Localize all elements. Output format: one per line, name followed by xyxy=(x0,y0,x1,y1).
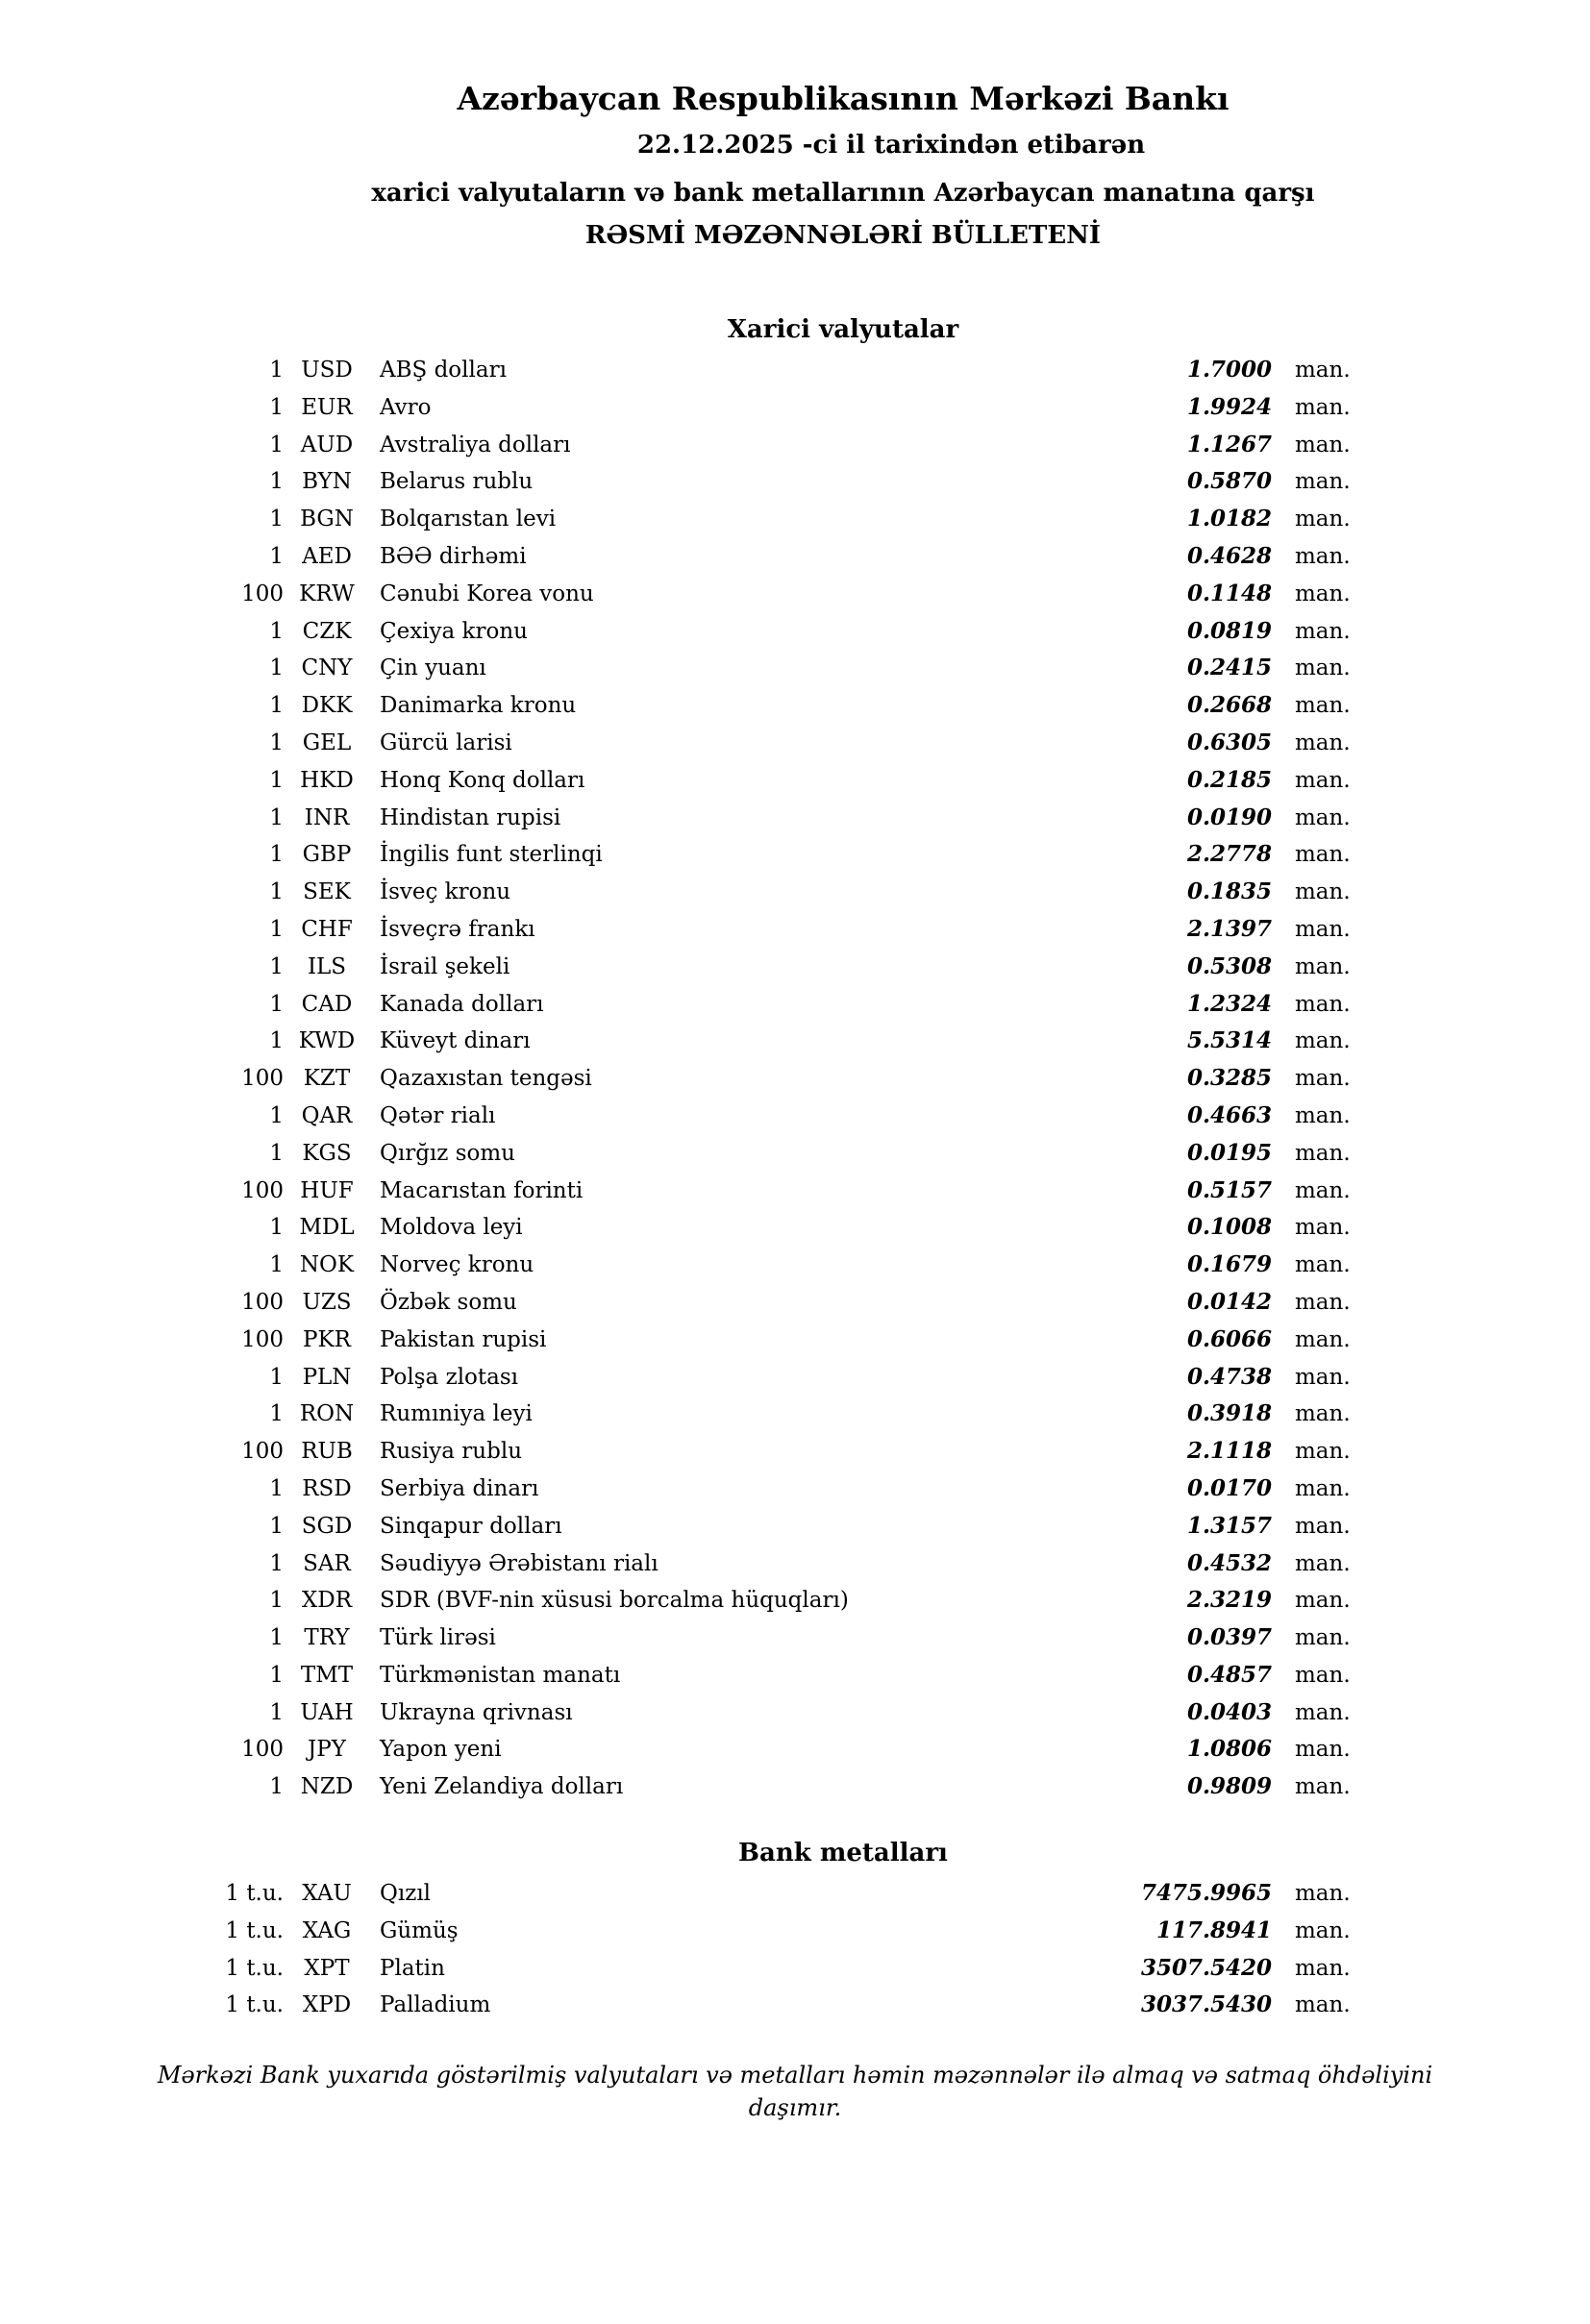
currency-name-cell: Pakistan rupisi xyxy=(380,1326,547,1352)
rate-value-cell: 0.5157 xyxy=(1186,1176,1272,1203)
currency-code-cell: TRY xyxy=(304,1625,350,1651)
quantity-cell: 1 xyxy=(269,916,284,942)
currency-code-cell: SAR xyxy=(303,1550,351,1576)
currency-code-cell: AED xyxy=(302,543,352,569)
unit-label-cell: man. xyxy=(1295,1177,1351,1203)
quantity-cell: 1 xyxy=(269,618,284,644)
metal-code-cell: XAG xyxy=(302,1917,352,1943)
metal-name-cell: Platin xyxy=(380,1955,445,1981)
currency-row xyxy=(144,1657,1357,1694)
currency-name-cell: Kanada dolları xyxy=(380,991,544,1017)
metal-code-cell: XPT xyxy=(304,1955,350,1981)
unit-label-cell: man. xyxy=(1295,1513,1351,1539)
quantity-cell: 1 xyxy=(269,991,284,1017)
currency-code-cell: MDL xyxy=(299,1215,355,1241)
rate-value-cell: 0.5870 xyxy=(1186,468,1272,495)
quantity-cell: 1 xyxy=(269,1699,284,1725)
currency-name-cell: İsrail şekeli xyxy=(380,953,510,979)
currency-row xyxy=(144,1023,1357,1060)
quantity-cell: 100 xyxy=(241,1289,284,1315)
unit-label-cell: man. xyxy=(1295,1550,1351,1576)
quantity-cell: 1 t.u. xyxy=(225,1955,284,1981)
currency-row xyxy=(144,762,1357,800)
rate-value-cell: 0.0190 xyxy=(1186,804,1272,830)
unit-label-cell: man. xyxy=(1295,1625,1351,1651)
quantity-cell: 1 xyxy=(269,394,284,420)
currency-code-cell: NZD xyxy=(300,1774,354,1800)
currency-row xyxy=(144,650,1357,687)
currency-name-cell: Moldova leyi xyxy=(380,1215,523,1241)
currency-name-cell: Yapon yeni xyxy=(380,1737,502,1763)
currency-name-cell: ABŞ dolları xyxy=(380,358,507,383)
metal-code-cell: XPD xyxy=(302,1992,352,2018)
rate-value-cell: 117.8941 xyxy=(1155,1916,1272,1943)
currency-row xyxy=(144,1322,1357,1359)
currency-row xyxy=(144,1694,1357,1732)
currency-row xyxy=(144,1098,1357,1135)
unit-label-cell: man. xyxy=(1295,1364,1351,1390)
currency-name-cell: Norveç kronu xyxy=(380,1252,534,1278)
quantity-cell: 1 xyxy=(269,767,284,793)
currency-code-cell: KGS xyxy=(302,1140,352,1166)
quantity-cell: 100 xyxy=(241,1177,284,1203)
metal-name-cell: Gümüş xyxy=(380,1917,459,1943)
currency-row xyxy=(144,427,1357,464)
unit-label-cell: man. xyxy=(1295,729,1351,755)
rate-value-cell: 0.6305 xyxy=(1186,729,1272,755)
unit-label-cell: man. xyxy=(1295,1774,1351,1800)
rate-value-cell: 0.2668 xyxy=(1186,692,1272,719)
rate-value-cell: 2.1397 xyxy=(1186,915,1272,942)
currency-code-cell: RSD xyxy=(302,1475,352,1501)
metal-row xyxy=(144,1987,1357,2024)
unit-label-cell: man. xyxy=(1295,1917,1351,1943)
currency-code-cell: NOK xyxy=(299,1252,355,1278)
unit-label-cell: man. xyxy=(1295,991,1351,1017)
currency-name-cell: Macarıstan forinti xyxy=(380,1177,584,1203)
quantity-cell: 100 xyxy=(241,1066,284,1092)
rate-value-cell: 0.4532 xyxy=(1186,1549,1272,1576)
quantity-cell: 100 xyxy=(241,1737,284,1763)
unit-label-cell: man. xyxy=(1295,1955,1351,1981)
currency-code-cell: KWD xyxy=(298,1028,356,1054)
currency-name-cell: Qazaxıstan tengəsi xyxy=(380,1066,592,1092)
rate-value-cell: 0.0819 xyxy=(1186,617,1272,644)
rate-value-cell: 0.1679 xyxy=(1186,1251,1272,1278)
unit-label-cell: man. xyxy=(1295,1992,1351,2018)
quantity-cell: 1 xyxy=(269,693,284,719)
currency-code-cell: CHF xyxy=(301,916,353,942)
unit-label-cell: man. xyxy=(1295,953,1351,979)
currency-row xyxy=(144,800,1357,837)
currency-code-cell: RON xyxy=(299,1401,355,1427)
currency-row xyxy=(144,687,1357,725)
unit-label-cell: man. xyxy=(1295,1401,1351,1427)
unit-label-cell: man. xyxy=(1295,358,1351,383)
currency-row xyxy=(144,1209,1357,1247)
currency-name-cell: Türk lirəsi xyxy=(380,1625,496,1651)
currency-row xyxy=(144,1619,1357,1657)
currency-name-cell: Hindistan rupisi xyxy=(380,804,561,830)
currency-row xyxy=(144,949,1357,986)
currency-code-cell: CNY xyxy=(301,655,353,681)
currency-name-cell: Gürcü larisi xyxy=(380,729,512,755)
rate-value-cell: 3507.5420 xyxy=(1140,1954,1272,1981)
unit-label-cell: man. xyxy=(1295,1066,1351,1092)
unit-label-cell: man. xyxy=(1295,432,1351,457)
rate-value-cell: 1.3157 xyxy=(1186,1512,1272,1539)
currency-code-cell: PLN xyxy=(302,1364,352,1390)
currency-name-cell: Qırğız somu xyxy=(380,1140,515,1166)
unit-label-cell: man. xyxy=(1295,693,1351,719)
metal-name-cell: Palladium xyxy=(380,1992,491,2018)
currency-row xyxy=(144,501,1357,538)
currency-row xyxy=(144,874,1357,911)
rate-value-cell: 0.5308 xyxy=(1186,952,1272,979)
unit-label-cell: man. xyxy=(1295,767,1351,793)
effective-date-line: 22.12.2025 -ci il tarixindən etibarən xyxy=(636,131,1146,160)
unit-label-cell: man. xyxy=(1295,1475,1351,1501)
currency-row xyxy=(144,1731,1357,1768)
unit-label-cell: man. xyxy=(1295,916,1351,942)
unit-label-cell: man. xyxy=(1295,618,1351,644)
rate-value-cell: 0.0403 xyxy=(1186,1698,1272,1725)
unit-label-cell: man. xyxy=(1295,543,1351,569)
currency-name-cell: İngilis funt sterlinqi xyxy=(380,842,603,868)
rate-value-cell: 0.4738 xyxy=(1186,1363,1272,1390)
rate-value-cell: 5.5314 xyxy=(1186,1027,1272,1054)
rate-value-cell: 3037.5430 xyxy=(1140,1991,1272,2018)
quantity-cell: 1 xyxy=(269,879,284,905)
quantity-cell: 1 xyxy=(269,1102,284,1128)
quantity-cell: 1 xyxy=(269,1475,284,1501)
currency-row xyxy=(144,613,1357,651)
currency-name-cell: Serbiya dinarı xyxy=(380,1475,539,1501)
currency-row xyxy=(144,1471,1357,1508)
rate-value-cell: 2.2778 xyxy=(1186,841,1272,868)
currency-name-cell: Türkmənistan manatı xyxy=(380,1662,621,1688)
quantity-cell: 1 xyxy=(269,507,284,532)
quantity-cell: 100 xyxy=(241,1439,284,1465)
unit-label-cell: man. xyxy=(1295,1662,1351,1688)
currency-name-cell: Sinqapur dolları xyxy=(380,1513,562,1539)
currency-row xyxy=(144,1284,1357,1322)
bulletin-subtitle: xarici valyutaların və bank metallarının Azərbaycan manatına qarşı xyxy=(371,179,1315,208)
currency-row xyxy=(144,1135,1357,1173)
unit-label-cell: man. xyxy=(1295,1326,1351,1352)
unit-label-cell: man. xyxy=(1295,1699,1351,1725)
currency-code-cell: SEK xyxy=(303,879,351,905)
quantity-cell: 1 xyxy=(269,655,284,681)
unit-label-cell: man. xyxy=(1295,507,1351,532)
currency-name-cell: Çin yuanı xyxy=(380,655,486,681)
quantity-cell: 1 xyxy=(269,1588,284,1614)
currency-code-cell: CAD xyxy=(301,991,353,1017)
currency-code-cell: UAH xyxy=(300,1699,354,1725)
currency-code-cell: CZK xyxy=(302,618,352,644)
unit-label-cell: man. xyxy=(1295,1289,1351,1315)
rate-value-cell: 0.1148 xyxy=(1186,580,1272,606)
currency-name-cell: SDR (BVF-nin xüsusi borcalma hüquqları) xyxy=(380,1588,849,1614)
quantity-cell: 1 xyxy=(269,804,284,830)
currency-row xyxy=(144,1359,1357,1397)
currency-code-cell: TMT xyxy=(300,1662,354,1688)
rate-value-cell: 0.6066 xyxy=(1186,1325,1272,1352)
currency-row xyxy=(144,1396,1357,1433)
quantity-cell: 100 xyxy=(241,581,284,606)
currency-name-cell: Yeni Zelandiya dolları xyxy=(380,1774,624,1800)
quantity-cell: 1 t.u. xyxy=(225,1881,284,1907)
unit-label-cell: man. xyxy=(1295,394,1351,420)
quantity-cell: 1 xyxy=(269,842,284,868)
bulletin-heading: RƏSMİ MƏZƏNNƏLƏRİ BÜLLETENİ xyxy=(584,221,1102,250)
currency-code-cell: BGN xyxy=(300,507,354,532)
quantity-cell: 1 xyxy=(269,1513,284,1539)
currency-row xyxy=(144,463,1357,501)
rate-value-cell: 2.1118 xyxy=(1186,1438,1272,1465)
currency-code-cell: GBP xyxy=(302,842,352,868)
currency-name-cell: Çexiya kronu xyxy=(380,618,528,644)
rate-value-cell: 0.0142 xyxy=(1186,1288,1272,1315)
quantity-cell: 1 xyxy=(269,1364,284,1390)
quantity-cell: 1 xyxy=(269,1625,284,1651)
quantity-cell: 1 xyxy=(269,1028,284,1054)
currency-name-cell: BƏƏ dirhəmi xyxy=(380,543,527,569)
currency-code-cell: AUD xyxy=(300,432,354,457)
quantity-cell: 1 xyxy=(269,358,284,383)
metals-table xyxy=(144,1875,1357,2024)
rate-value-cell: 1.1267 xyxy=(1186,431,1272,457)
currency-code-cell: GEL xyxy=(302,729,352,755)
currency-row xyxy=(144,911,1357,949)
currency-row xyxy=(144,1173,1357,1210)
currency-name-cell: Avro xyxy=(380,394,432,420)
currency-code-cell: XDR xyxy=(301,1588,353,1614)
rate-value-cell: 1.9924 xyxy=(1186,393,1272,420)
currency-name-cell: Küveyt dinarı xyxy=(380,1028,531,1054)
metal-row xyxy=(144,1950,1357,1988)
unit-label-cell: man. xyxy=(1295,1439,1351,1465)
currency-table xyxy=(144,352,1357,1806)
rate-value-cell: 0.0397 xyxy=(1186,1624,1272,1651)
quantity-cell: 1 xyxy=(269,1215,284,1241)
unit-label-cell: man. xyxy=(1295,842,1351,868)
currency-row xyxy=(144,725,1357,762)
currency-name-cell: Polşa zlotası xyxy=(380,1364,519,1390)
currency-name-cell: Səudiyyə Ərəbistanı rialı xyxy=(380,1550,658,1576)
rate-value-cell: 0.0170 xyxy=(1186,1474,1272,1501)
currency-code-cell: USD xyxy=(301,358,353,383)
rate-value-cell: 0.2185 xyxy=(1186,766,1272,793)
quantity-cell: 1 xyxy=(269,953,284,979)
quantity-cell: 1 t.u. xyxy=(225,1917,284,1943)
unit-label-cell: man. xyxy=(1295,1737,1351,1763)
metal-row xyxy=(144,1913,1357,1950)
rate-value-cell: 0.4857 xyxy=(1186,1661,1272,1688)
rate-value-cell: 0.3918 xyxy=(1186,1400,1272,1427)
currency-code-cell: HKD xyxy=(300,767,354,793)
rate-value-cell: 0.3285 xyxy=(1186,1065,1272,1092)
rate-value-cell: 1.7000 xyxy=(1186,357,1272,383)
currency-code-cell: QAR xyxy=(301,1102,353,1128)
currency-section-title: Xarici valyutalar xyxy=(727,315,959,344)
bulletin-page xyxy=(144,77,1542,2124)
currency-row xyxy=(144,1545,1357,1583)
currency-code-cell: SGD xyxy=(301,1513,353,1539)
footer-note: Mərkəzi Bank yuxarıda göstərilmiş valyutaları və metalları həmin məzənnələr ilə almaq və satmaq öhdəliyini daşımır. xyxy=(157,2062,1433,2122)
rate-value-cell: 2.3219 xyxy=(1186,1587,1272,1614)
currency-code-cell: HUF xyxy=(300,1177,354,1203)
rate-value-cell: 0.1835 xyxy=(1186,878,1272,905)
unit-label-cell: man. xyxy=(1295,1881,1351,1907)
currency-name-cell: Bolqarıstan levi xyxy=(380,507,557,532)
quantity-cell: 1 xyxy=(269,1140,284,1166)
unit-label-cell: man. xyxy=(1295,1140,1351,1166)
rate-value-cell: 0.4663 xyxy=(1186,1101,1272,1128)
currency-name-cell: Özbək somu xyxy=(380,1289,517,1315)
quantity-cell: 1 xyxy=(269,729,284,755)
unit-label-cell: man. xyxy=(1295,1102,1351,1128)
currency-row xyxy=(144,1582,1357,1619)
currency-code-cell: ILS xyxy=(307,953,347,979)
currency-name-cell: Rusiya rublu xyxy=(380,1439,523,1465)
unit-label-cell: man. xyxy=(1295,804,1351,830)
rate-value-cell: 7475.9965 xyxy=(1140,1880,1272,1907)
currency-row xyxy=(144,538,1357,576)
unit-label-cell: man. xyxy=(1295,1252,1351,1278)
currency-name-cell: Qətər rialı xyxy=(380,1102,496,1128)
currency-name-cell: Belarus rublu xyxy=(380,469,534,495)
rate-value-cell: 1.0806 xyxy=(1186,1736,1272,1763)
metal-code-cell: XAU xyxy=(302,1881,352,1907)
currency-row xyxy=(144,836,1357,874)
quantity-cell: 1 xyxy=(269,543,284,569)
currency-row xyxy=(144,1768,1357,1806)
unit-label-cell: man. xyxy=(1295,879,1351,905)
currency-name-cell: İsveçrə frankı xyxy=(380,916,535,942)
currency-code-cell: RUB xyxy=(301,1439,353,1465)
unit-label-cell: man. xyxy=(1295,1028,1351,1054)
currency-code-cell: BYN xyxy=(302,469,352,495)
currency-row xyxy=(144,576,1357,613)
currency-code-cell: KRW xyxy=(299,581,355,606)
currency-name-cell: Ukrayna qrivnası xyxy=(380,1699,573,1725)
currency-code-cell: PKR xyxy=(303,1326,351,1352)
currency-name-cell: Rumıniya leyi xyxy=(380,1401,533,1427)
quantity-cell: 1 xyxy=(269,1401,284,1427)
currency-row xyxy=(144,1508,1357,1545)
currency-row xyxy=(144,1433,1357,1471)
rate-value-cell: 0.0195 xyxy=(1186,1139,1272,1166)
currency-row xyxy=(144,986,1357,1024)
rate-value-cell: 0.9809 xyxy=(1186,1773,1272,1800)
metals-section-title: Bank metalları xyxy=(738,1839,948,1868)
unit-label-cell: man. xyxy=(1295,581,1351,606)
currency-code-cell: INR xyxy=(304,804,350,830)
rate-value-cell: 0.2415 xyxy=(1186,655,1272,681)
metal-row xyxy=(144,1875,1357,1913)
quantity-cell: 100 xyxy=(241,1326,284,1352)
metal-name-cell: Qızıl xyxy=(380,1881,432,1907)
currency-code-cell: UZS xyxy=(302,1289,352,1315)
currency-name-cell: Avstraliya dolları xyxy=(380,432,571,457)
unit-label-cell: man. xyxy=(1295,655,1351,681)
currency-code-cell: EUR xyxy=(301,394,353,420)
currency-code-cell: JPY xyxy=(308,1737,346,1763)
currency-name-cell: Cənubi Korea vonu xyxy=(380,581,594,606)
currency-name-cell: Danimarka kronu xyxy=(380,693,577,719)
rate-value-cell: 0.4628 xyxy=(1186,542,1272,569)
unit-label-cell: man. xyxy=(1295,1215,1351,1241)
quantity-cell: 1 xyxy=(269,1252,284,1278)
rate-value-cell: 1.2324 xyxy=(1186,990,1272,1017)
unit-label-cell: man. xyxy=(1295,469,1351,495)
unit-label-cell: man. xyxy=(1295,1588,1351,1614)
quantity-cell: 1 xyxy=(269,1550,284,1576)
currency-row xyxy=(144,389,1357,427)
bank-name-title: Azərbaycan Respublikasının Mərkəzi Bankı xyxy=(457,80,1230,117)
currency-code-cell: DKK xyxy=(301,693,353,719)
currency-name-cell: İsveç kronu xyxy=(380,879,511,905)
quantity-cell: 1 t.u. xyxy=(225,1992,284,2018)
quantity-cell: 1 xyxy=(269,1662,284,1688)
currency-row xyxy=(144,1060,1357,1098)
currency-name-cell: Honq Konq dolları xyxy=(380,767,585,793)
rate-value-cell: 0.1008 xyxy=(1186,1214,1272,1241)
currency-row xyxy=(144,1247,1357,1284)
quantity-cell: 1 xyxy=(269,1774,284,1800)
rate-value-cell: 1.0182 xyxy=(1186,506,1272,532)
currency-code-cell: KZT xyxy=(303,1066,351,1092)
quantity-cell: 1 xyxy=(269,432,284,457)
quantity-cell: 1 xyxy=(269,469,284,495)
currency-row xyxy=(144,352,1357,389)
